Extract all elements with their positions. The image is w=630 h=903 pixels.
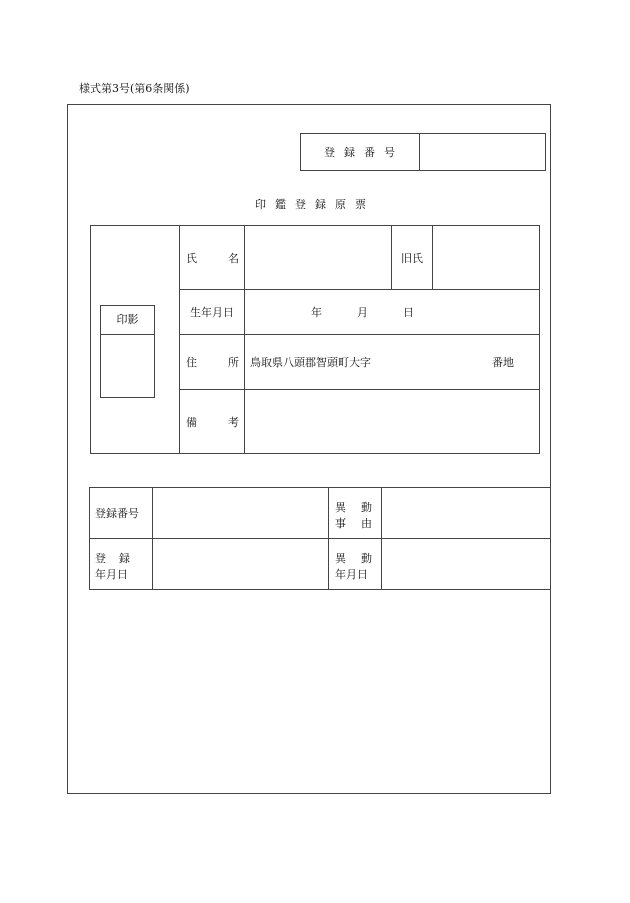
former-name-field[interactable] bbox=[433, 226, 540, 290]
seal-impression-box bbox=[100, 305, 155, 398]
remarks-field[interactable] bbox=[245, 390, 540, 454]
registration-number-label: 登録番号 bbox=[301, 134, 420, 171]
registration-number-box bbox=[300, 133, 546, 171]
change-reason-label: 異 動 事 由 bbox=[329, 488, 382, 539]
change-date-label: 異 動 年月日 bbox=[329, 539, 382, 590]
address-field[interactable] bbox=[245, 335, 540, 390]
seal-impression-area[interactable] bbox=[101, 335, 154, 399]
dob-field[interactable] bbox=[245, 290, 540, 335]
change-reason-field[interactable] bbox=[382, 488, 551, 539]
name-label: 氏 名 bbox=[180, 226, 245, 290]
address-suffix: 番地 bbox=[492, 356, 514, 369]
address-label: 住 所 bbox=[180, 335, 245, 390]
former-name-label: 旧氏 bbox=[392, 226, 433, 290]
form-caption: 様式第3号(第6条関係) bbox=[79, 82, 190, 95]
year-unit: 年 bbox=[311, 306, 322, 319]
change-date-field[interactable] bbox=[382, 539, 551, 590]
seal-label: 印影 bbox=[101, 306, 154, 335]
remarks-label: 備 考 bbox=[180, 390, 245, 454]
address-prefix: 鳥取県八頭郡智頭町大字 bbox=[250, 356, 371, 369]
dob-label: 生年月日 bbox=[180, 290, 245, 335]
reg-date-field[interactable] bbox=[153, 539, 329, 590]
month-unit: 月 bbox=[357, 306, 368, 319]
registration-number-field[interactable] bbox=[420, 134, 546, 171]
day-unit: 日 bbox=[403, 306, 414, 319]
form-title: 印鑑登録原票 bbox=[255, 198, 375, 211]
reg-date-label: 登 録 年月日 bbox=[90, 539, 153, 590]
history-reg-number-field[interactable] bbox=[153, 488, 329, 539]
name-field[interactable] bbox=[245, 226, 392, 290]
seal-register-table bbox=[90, 225, 540, 454]
history-table bbox=[89, 487, 551, 590]
history-reg-number-label: 登録番号 bbox=[90, 488, 153, 539]
